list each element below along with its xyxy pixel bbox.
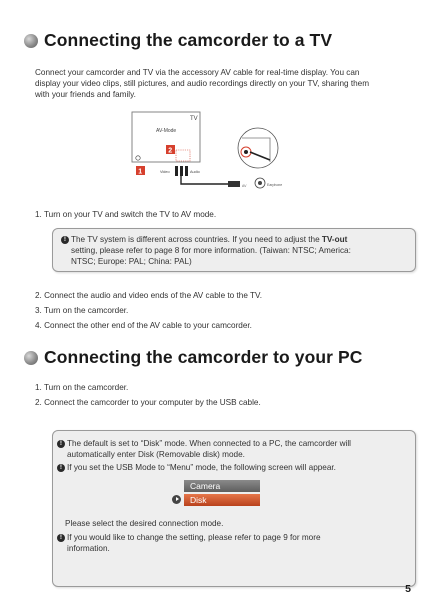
usb-note-2-line-1: If you set the USB Mode to “Menu” mode, the following screen will appear. [67, 463, 336, 472]
intro-paragraph [35, 67, 405, 101]
usb-note-3-line-2: information. [67, 544, 110, 553]
tv-step-2: 2. Connect the audio and video ends of the AV cable to the TV. [35, 291, 262, 300]
usb-note-3-line-1: If you would like to change the setting, please refer to page 9 for more [67, 533, 321, 542]
tv-step-4: 4. Connect the other end of the AV cable to your camcorder. [35, 321, 252, 330]
audio-port-label: Audio [190, 170, 200, 174]
tv-note-line-3: NTSC; Europe: PAL; China: PAL) [71, 257, 192, 266]
tv-connection-diagram [130, 110, 290, 200]
tv-note-line-1: The TV system is different across countries. If you need to adjust the TV-out [71, 235, 348, 244]
selection-arrow-icon [172, 495, 181, 504]
warning-icon: ! [61, 236, 69, 244]
tv-step-1: 1. Turn on your TV and switch the TV to AV mode. [35, 210, 217, 219]
camcorder-zoom-icon [238, 128, 278, 168]
usb-note-1-line-2: automatically enter Disk (Removable disk) mode. [67, 450, 245, 459]
callout-1: 1 [138, 168, 143, 176]
earphone-label: Earphone [267, 183, 283, 187]
tv-note-line-2: setting, please refer to page 8 for more information. (Taiwan: NTSC; America: [71, 246, 351, 255]
av-cable [181, 176, 230, 184]
section-header-tv [24, 30, 332, 51]
intro-line-2: display your video clips, still pictures, and audio recordings directly on your TV, sharing them [35, 79, 370, 89]
tv-out-setting: TV-out [321, 235, 348, 244]
warning-icon: ! [57, 464, 65, 472]
menu-item-camera[interactable]: Camera [184, 480, 260, 492]
page-number: 5 [405, 583, 411, 595]
video-port-label: Video [160, 170, 170, 174]
intro-line-1: Connect your camcorder and TV via the accessory AV cable for real-time display. You can [35, 68, 360, 77]
section-title-tv: Connecting the camcorder to a TV [44, 30, 333, 50]
av-plugs-icon [175, 166, 188, 176]
section-header-pc [24, 347, 363, 368]
usb-mode-menu [172, 478, 262, 508]
warning-icon: ! [57, 534, 65, 542]
warning-icon: ! [57, 440, 65, 448]
av-mode-label: AV-Mode [156, 128, 177, 134]
pc-step-1: 1. Turn on the camcorder. [35, 383, 129, 392]
menu-item-disk[interactable]: Disk [184, 494, 260, 506]
intro-line-3: with your friends and family. [35, 90, 136, 100]
tv-system-note [52, 228, 416, 272]
av-jack-icon [228, 181, 240, 187]
section-bullet-icon [24, 34, 38, 48]
usb-mode-note [52, 430, 416, 587]
tv-step-3: 3. Turn on the camcorder. [35, 306, 129, 315]
section-bullet-icon [24, 351, 38, 365]
section-title-pc: Connecting the camcorder to your PC [44, 347, 363, 367]
av-cable-label: AV [242, 184, 247, 188]
usb-note-1-line-1: The default is set to “Disk” mode. When connected to a PC, the camcorder will [67, 439, 351, 448]
tv-label: TV [190, 116, 198, 122]
pc-step-2: 2. Connect the camcorder to your computer by the USB cable. [35, 398, 261, 407]
callout-2: 2 [168, 147, 173, 155]
usb-select-text: Please select the desired connection mode. [65, 519, 224, 528]
